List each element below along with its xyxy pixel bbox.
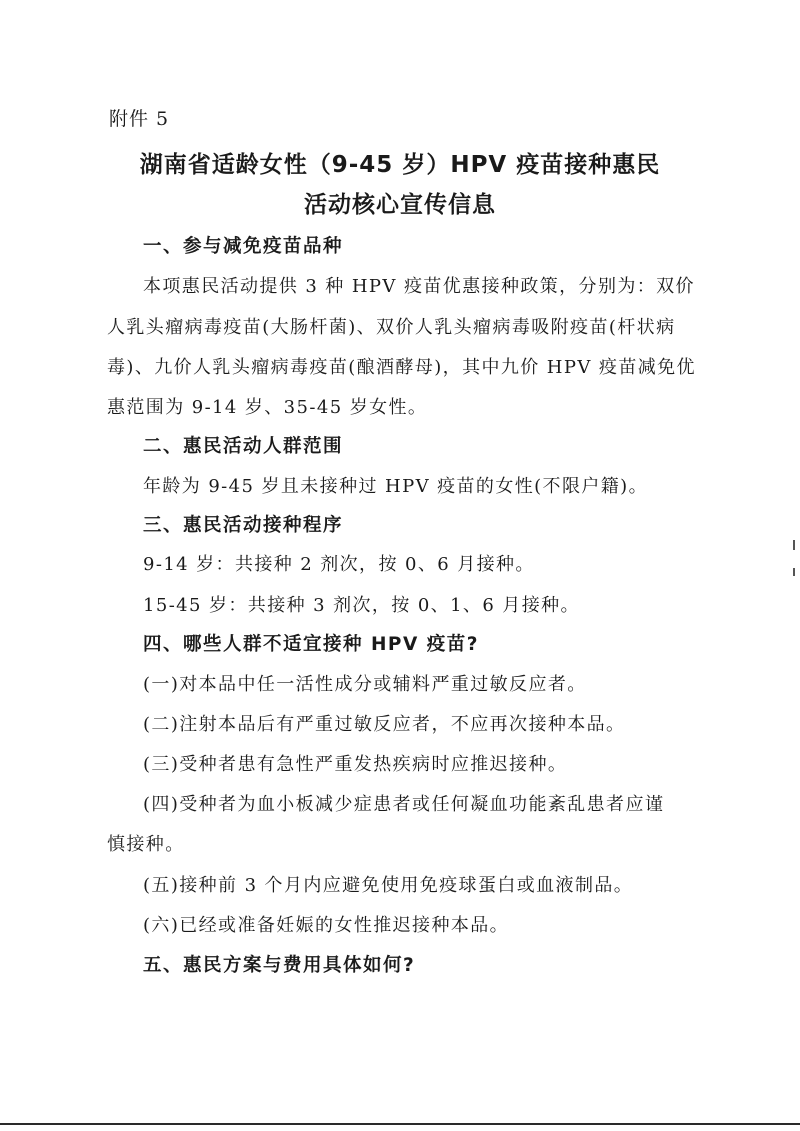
section3-paragraph-line: 9-14 岁：共接种 2 剂次，按 0、6 月接种。 [143,554,535,575]
section1-paragraph-line: 人乳头瘤病毒疫苗(大肠杆菌)、双价人乳头瘤病毒吸附疫苗(杆状病 [107,317,676,338]
section4-item: (六)已经或准备妊娠的女性推迟接种本品。 [143,915,510,936]
section1-paragraph-line: 本项惠民活动提供 3 种 HPV 疫苗优惠接种政策，分别为：双价 [143,276,695,297]
section1-paragraph-line: 毒)、九价人乳头瘤病毒疫苗(酿酒酵母)，其中九价 HPV 疫苗减免优 [107,357,696,378]
section2-heading: 二、惠民活动人群范围 [143,436,344,457]
bottom-rule-divider [0,1123,800,1125]
section4-item-continuation: 慎接种。 [107,834,185,855]
section4-item: (二)注射本品后有严重过敏反应者，不应再次接种本品。 [143,714,626,735]
section4-item: (五)接种前 3 个月内应避免使用免疫球蛋白或血液制品。 [143,875,634,896]
section5-heading: 五、惠民方案与费用具体如何? [143,955,416,976]
section2-paragraph-line: 年龄为 9-45 岁且未接种过 HPV 疫苗的女性(不限户籍)。 [143,476,648,497]
scan-edge-mark [793,568,795,576]
section3-paragraph-line: 15-45 岁：共接种 3 剂次，按 0、1、6 月接种。 [143,595,580,616]
section4-item: (三)受种者患有急性严重发热疾病时应推迟接种。 [143,754,568,775]
section4-item: (四)受种者为血小板减少症患者或任何凝血功能紊乱患者应谨 [143,794,665,815]
document-title-line2: 活动核心宣传信息 [304,192,496,218]
attachment-label: 附件 5 [109,108,170,130]
section1-heading: 一、参与减免疫苗品种 [143,236,344,257]
section3-heading: 三、惠民活动接种程序 [143,515,344,536]
section1-paragraph-line: 惠范围为 9-14 岁、35-45 岁女性。 [107,397,428,418]
document-title-line1: 湖南省适龄女性（9-45 岁）HPV 疫苗接种惠民 [139,152,661,178]
scan-edge-mark [793,540,795,550]
section4-item: (一)对本品中任一活性成分或辅料严重过敏反应者。 [143,674,587,695]
section4-heading: 四、哪些人群不适宜接种 HPV 疫苗? [143,634,479,655]
